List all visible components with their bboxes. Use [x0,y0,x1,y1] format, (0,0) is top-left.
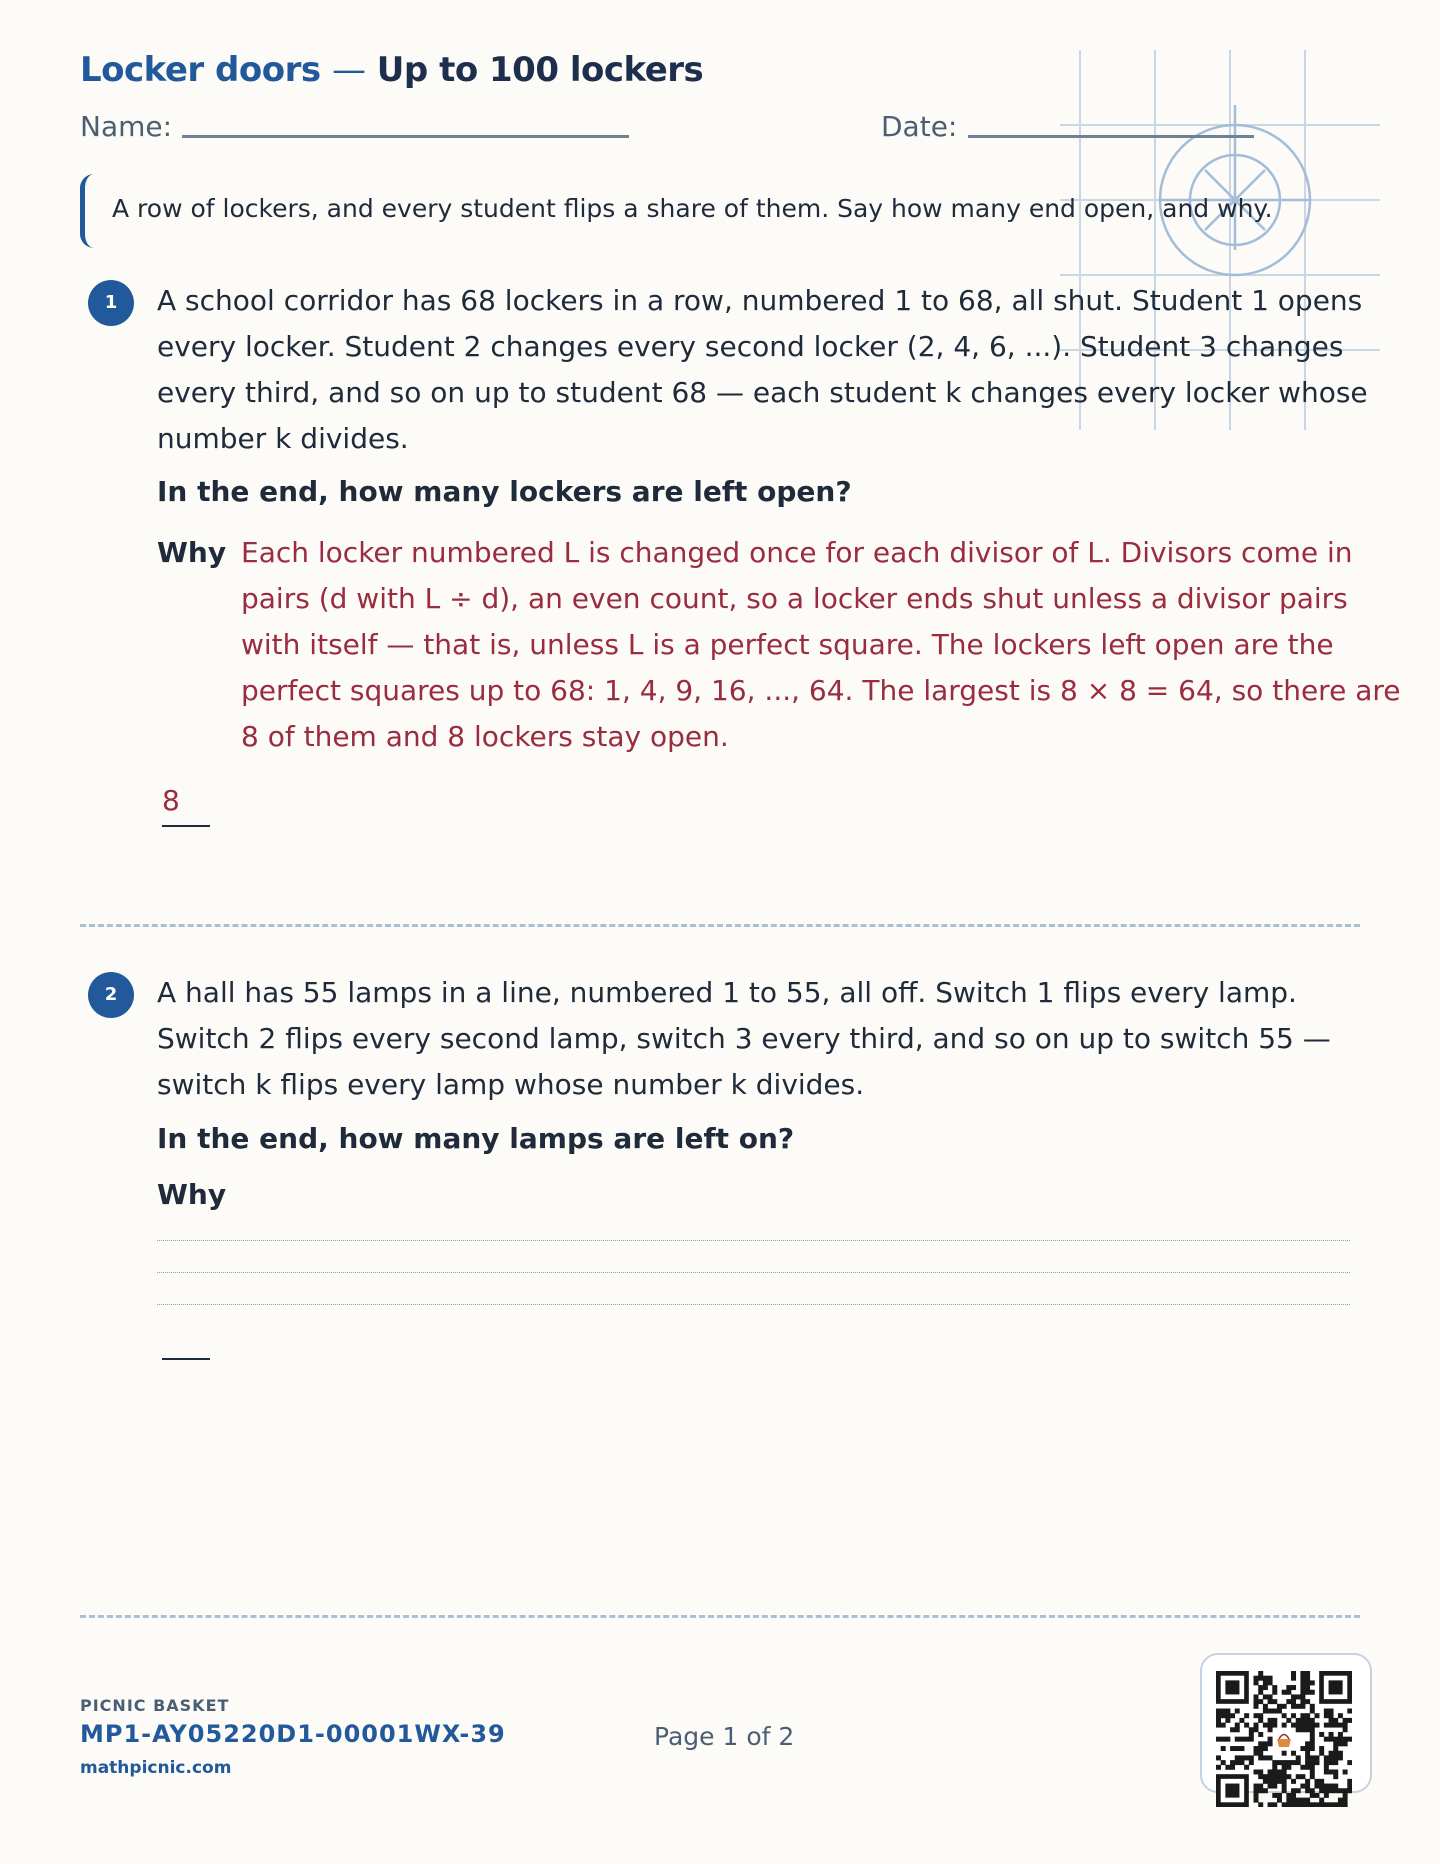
title-main: Locker doors [80,50,321,90]
instructions-text: A row of lockers, and every student flips a share of them. Say how many end open, and why. [112,194,1273,223]
question-1-prompt: In the end, how many lockers are left open? [157,475,852,508]
question-text-line: every third, and so on up to student 68 — each student k changes every locker whose [157,376,1368,409]
question-text-line: every locker. Student 2 changes every second locker (2, 4, 6, ...). Student 3 changes [157,330,1344,363]
why-label: Why [157,536,227,569]
question-2-text [157,970,1357,1108]
date-label: Date: [881,110,958,143]
why-line: Each locker numbered L is changed once for each divisor of L. Divisors come in [241,536,1353,569]
question-text-line: A school corridor has 68 lockers in a row, numbered 1 to 68, all shut. Student 1 opens [157,284,1363,317]
why-label: Why [157,1178,227,1211]
writing-line[interactable] [157,1240,1350,1241]
footer-brand: PICNIC BASKET [80,1696,230,1715]
question-text-line: number k divides. [157,422,409,455]
writing-line[interactable] [157,1304,1350,1305]
why-line: pairs (d with L ÷ d), an even count, so a locker ends shut unless a divisor pairs [241,582,1348,615]
why-explanation [241,530,1401,760]
why-line: perfect squares up to 68: 1, 4, 9, 16, ..., 64. The largest is 8 × 8 = 64, so there are [241,674,1401,707]
callout-bracket [80,174,94,248]
date-field[interactable] [968,135,1254,138]
answer-blank[interactable] [162,825,210,827]
picnic-basket-icon [1274,1729,1294,1749]
qr-code-icon [1216,1671,1352,1807]
footer-site-link[interactable]: mathpicnic.com [80,1758,232,1778]
answer-value: 8 [162,784,180,817]
why-line: with itself — that is, unless L is a perfect square. The lockers left open are the [241,628,1334,661]
question-2-prompt: In the end, how many lamps are left on? [157,1122,795,1155]
name-label: Name: [80,110,173,143]
question-number-badge: 1 [88,280,134,326]
title-subtitle: Up to 100 lockers [376,50,704,90]
title-separator: — [331,50,366,90]
question-text-line: A hall has 55 lamps in a line, numbered 1 to 55, all off. Switch 1 flips every lamp. [157,976,1297,1009]
page-indicator: Page 1 of 2 [654,1722,795,1751]
writing-line[interactable] [157,1272,1350,1273]
page-title [80,50,703,90]
instructions-callout [80,174,1360,248]
question-1-text [157,278,1368,462]
question-number-badge: 2 [88,972,134,1018]
worksheet-code: MP1-AY05220D1-00001WX-39 [80,1720,506,1748]
name-field[interactable] [182,135,629,138]
question-text-line: switch k flips every lamp whose number k divides. [157,1068,865,1101]
footer-divider [80,1615,1360,1618]
why-line: 8 of them and 8 lockers stay open. [241,720,729,753]
answer-blank[interactable] [162,1358,210,1360]
question-text-line: Switch 2 flips every second lamp, switch 3 every third, and so on up to switch 55 — [157,1022,1331,1055]
section-divider [80,924,1360,927]
